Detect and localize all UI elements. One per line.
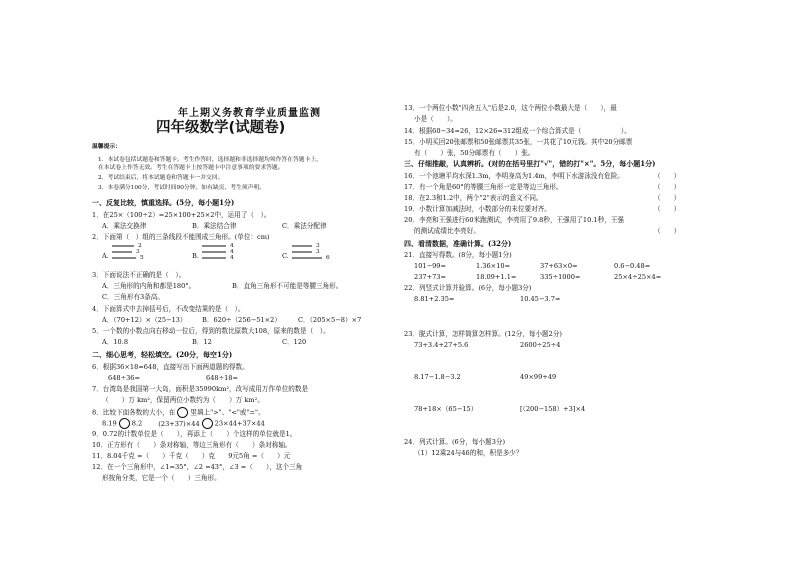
q24-part-1: （1）12乘24与46的和，积是多少？ xyxy=(414,449,523,457)
q4-option-b: B．620÷（256−51×2） xyxy=(202,316,281,324)
q21-item-2: 1.36×10= xyxy=(476,262,511,270)
section-3-heading: 三、仔细推敲，认真辨析。(对的在括号里打"√"，错的打"×"。5分，每小题1分) xyxy=(404,159,656,168)
question-18: 18．在2.3和1.2中，两个"2"表示的意义不同。 xyxy=(404,194,543,202)
q22-item-1: 8.81+2.35= xyxy=(414,295,455,303)
note-line-4: 3．本卷满分100分，考试时间90分钟。如有缺页，考生须声明。 xyxy=(98,185,266,191)
note-line-1: 1．本试卷包括试题卷和答题卡。考生作答时，选择题和非选择题均须作答在答题卡上， xyxy=(98,157,322,163)
q21-item-6: 18.09+1.1= xyxy=(476,273,517,281)
question-19: 19．小数计算加减法时，小数部分的末位要对齐。 xyxy=(404,205,551,213)
q20-answer-paren[interactable]: （ ） xyxy=(654,227,681,235)
question-15-line-1: 15．小明买回20张邮票和50张邮票共35张，一共花了10元钱。其中20分邮票 xyxy=(404,138,633,146)
seg-b1-len: 4 xyxy=(230,243,234,249)
note-line-3: 2．考试结束后，将本试题卷和答题卡一并交回。 xyxy=(98,175,224,181)
question-15-line-2: 有（ ）张，50分邮票有（ ）张。 xyxy=(414,149,535,157)
q8-item-4: 23×44+37×44 xyxy=(214,419,265,428)
q21-item-5: 237+73= xyxy=(414,273,447,281)
q23-item-2: 2600÷25÷4 xyxy=(520,341,561,349)
q8-circle-icon xyxy=(177,407,188,418)
question-16: 16．一个池塘平均水深1.3m，李明身高为1.4m，李明下水游泳没有危险。 xyxy=(404,172,624,180)
section-1-heading: 一、反复比较，慎重选择。(5分，每小题1分) xyxy=(92,198,235,207)
q8-item-1: 8.19 xyxy=(102,419,117,428)
q8-text: 8．比较下面各数的大小，在 xyxy=(92,408,176,417)
q2-option-a: A. xyxy=(102,252,109,260)
q6-calc-2: 648÷18= xyxy=(206,374,239,382)
q8-blank-1[interactable] xyxy=(119,418,130,429)
q5-option-c: C．120 xyxy=(282,338,307,346)
question-20-line-2: 的测试成绩比李亮好。 xyxy=(414,227,480,235)
q21-item-4: 0.6−0.48= xyxy=(614,262,651,270)
exam-title: 年上期义务教育学业质量监测 xyxy=(178,108,321,119)
q23-item-1: 73+3.4+27+5.6 xyxy=(414,341,469,349)
question-11: 11．8.04千克 =（ ）千克（ ）克 9元5角 =（ ）元 xyxy=(92,452,291,460)
exam-subtitle: 四年级数学(试题卷) xyxy=(156,120,286,136)
question-21: 21．直接写得数。(8分，每小题1分) xyxy=(404,251,512,259)
q4-option-a: A．（70+12）×（25−13） xyxy=(102,316,187,324)
question-20-line-1: 20．李亮和王强进行60米跑测试，李亮用了9.8秒，王强用了10.1秒，王强 xyxy=(404,216,624,224)
section-4-heading: 四、看清数据，准确计算。(32分) xyxy=(404,239,512,248)
q1-option-a: A．乘法交换律 xyxy=(102,222,147,230)
question-24: 24．列式计算。(6分，每小题3分) xyxy=(404,438,506,446)
question-2: 2．下面第（ ）组的三条线段不能围成三角形。(单位：cm) xyxy=(92,233,270,241)
q4-option-c: C．（205×5−8）×7 xyxy=(298,316,362,324)
q21-item-1: 101−99= xyxy=(414,262,447,270)
q5-option-b: B．12 xyxy=(192,338,212,346)
question-7-line-2: （ ）万 km²，保留两位小数约为（ ）万 km²。 xyxy=(102,396,264,404)
q16-answer-paren[interactable]: （ ） xyxy=(654,172,681,180)
question-8 xyxy=(92,407,265,418)
q8-text-tail: 里填上">"、"<"或"="。 xyxy=(190,408,265,417)
question-9: 9．0.72的计数单位是（ ），再添上（ ）个这样的单位就是1。 xyxy=(92,430,297,438)
question-12-line-2: 形按角分类，它是一个（ ）三角形。 xyxy=(102,474,221,482)
q8-item-3: (23+37)×44 xyxy=(158,419,200,428)
seg-c3-len: 6 xyxy=(326,255,330,261)
q21-item-8: 25×4÷25×4= xyxy=(614,273,662,281)
question-17: 17．有一个角是60°的等腰三角形一定是等边三角形。 xyxy=(404,183,563,191)
question-12-line-1: 12．在一个三角形中，∠1=35°，∠2 =43°，∠3 =（ ），这个三角 xyxy=(92,463,303,471)
q2-segments-figure xyxy=(88,0,388,280)
question-4: 4．下面算式中去掉括号后，不改变结果的是（ ）。 xyxy=(92,305,245,313)
q23-item-3: 8.17−1.8−3.2 xyxy=(414,373,461,381)
q3-option-b: B．直角三角形不可能是等腰三角形。 xyxy=(232,282,343,290)
seg-c2-len: 3 xyxy=(316,249,320,255)
q3-option-c: C．三角形有3条高。 xyxy=(102,293,164,301)
question-13-line-2: 小是（ ）。 xyxy=(414,115,457,123)
q22-item-2: 10.45−3.7= xyxy=(520,295,561,303)
q23-item-4: 49×99+49 xyxy=(520,373,557,381)
q21-item-3: 37+63×0= xyxy=(540,262,578,270)
notes-heading: 温馨提示： xyxy=(92,144,121,150)
question-5: 5．一个数的小数点向右移动一位后，得到的数比原数大108，原来的数是（ ）。 xyxy=(92,327,330,335)
q19-answer-paren[interactable]: （ ） xyxy=(654,205,681,213)
seg-b2-len: 4 xyxy=(230,249,234,255)
seg-a2-len: 3 xyxy=(136,249,140,255)
q8-compare-row xyxy=(102,418,265,429)
question-1: 1．在25×（100÷2）=25×100+25×2中，运用了（ ）。 xyxy=(92,211,271,219)
q6-calc-1: 648÷36= xyxy=(108,374,141,382)
question-3: 3．下面说法不正确的是（ ）。 xyxy=(92,271,186,279)
seg-b3-len: 4 xyxy=(230,255,234,261)
section-2-heading: 二、细心思考，轻松填空。(20分，每空1分) xyxy=(92,350,233,359)
question-7-line-1: 7．台湾岛是我国第一大岛，面积是35990km²，改写成用万作单位的数是 xyxy=(92,385,309,393)
question-13-line-1: 13．一个两位小数"四舍五入"后是2.0，这个两位小数最大是（ ），最 xyxy=(404,104,617,112)
q5-option-a: A．10.8 xyxy=(102,338,129,346)
q8-blank-2[interactable] xyxy=(202,418,213,429)
question-23: 23．脱式计算，怎样简算怎样算。(12分，每小题2分) xyxy=(404,330,562,338)
q23-item-5: 78+18×（65−15） xyxy=(414,405,478,413)
q18-answer-paren[interactable]: （ ） xyxy=(654,194,681,202)
q8-item-2: 8.2 xyxy=(131,419,143,428)
question-22: 22．列竖式计算并验算。(6分，每小题3分) xyxy=(404,284,532,292)
q1-option-c: C．乘法分配律 xyxy=(282,222,327,230)
question-14: 14．根据60−34=26，12×26=312组成一个综合算式是（ ）。 xyxy=(404,127,631,135)
question-6: 6．根据36×18=648，直接写出下面两道题的得数。 xyxy=(92,363,249,371)
seg-a1-len: 2 xyxy=(138,243,142,249)
question-10: 10．正方形有（ ）条对称轴，等边三角形有（ ）条对称轴。 xyxy=(92,441,292,449)
q23-item-6: [（200−158）+3]×4 xyxy=(520,405,586,413)
q3-option-a: A．三角形的内角和都是180°。 xyxy=(102,282,196,290)
q2-option-b: B. xyxy=(192,252,199,260)
seg-c1-len: 3 xyxy=(316,243,320,249)
q1-option-b: B．乘法结合律 xyxy=(192,222,237,230)
q2-option-c: C. xyxy=(282,252,289,260)
note-line-2: 在本试卷上作答无效。考生在答题卡上按答题卡中注意事项的要求答题。 xyxy=(98,165,284,171)
q21-item-7: 335÷1000= xyxy=(540,273,581,281)
q17-answer-paren[interactable]: （ ） xyxy=(654,183,681,191)
seg-a3-len: 5 xyxy=(140,255,144,261)
